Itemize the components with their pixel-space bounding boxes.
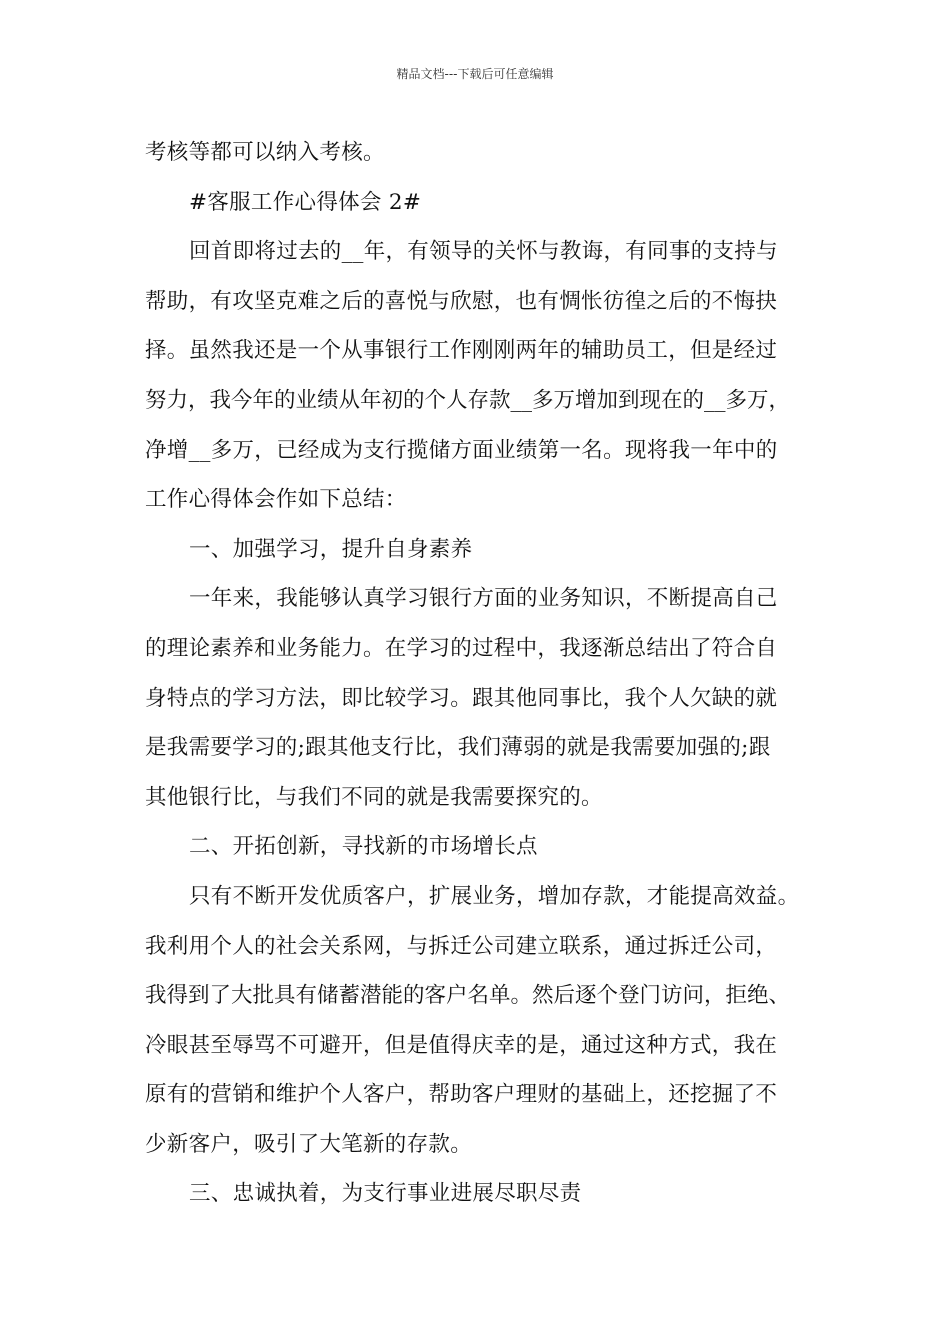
text-line: 我得到了大批具有储蓄潜能的客户名单。然后逐个登门访问，拒绝、 <box>145 983 791 1009</box>
text-line: 少新客户，吸引了大笔新的存款。 <box>145 1131 473 1157</box>
text-line: 净增__多万，已经成为支行揽储方面业绩第一名。现将我一年中的 <box>145 437 778 463</box>
text-line: 努力，我今年的业绩从年初的个人存款__多万增加到现在的__多万， <box>145 387 791 413</box>
text-line: 是我需要学习的;跟其他支行比，我们薄弱的就是我需要加强的;跟 <box>145 735 771 761</box>
text-line: 择。虽然我还是一个从事银行工作刚刚两年的辅助员工，但是经过 <box>145 338 778 364</box>
text-line: 工作心得体会作如下总结： <box>145 487 407 513</box>
document-body <box>145 128 835 1219</box>
text-line: 帮助，有攻坚克难之后的喜悦与欣慰，也有惆怅彷徨之后的不悔抉 <box>145 288 778 314</box>
section-title: #客服工作心得体会 2# <box>189 189 422 215</box>
section-heading: 二、开拓创新，寻找新的市场增长点 <box>189 834 538 860</box>
text-line: 只有不断开发优质客户，扩展业务，增加存款，才能提高效益。 <box>189 883 800 909</box>
text-line: 原有的营销和维护个人客户，帮助客户理财的基础上，还挖掘了不 <box>145 1082 778 1108</box>
text-line: 我利用个人的社会关系网，与拆迁公司建立联系，通过拆迁公司， <box>145 933 778 959</box>
text-line: 其他银行比，与我们不同的就是我需要探究的。 <box>145 784 603 810</box>
text-line: 身特点的学习方法，即比较学习。跟其他同事比，我个人欠缺的就 <box>145 685 778 711</box>
page-header: 精品文档---下载后可任意编辑 <box>396 67 554 81</box>
text-line: 的理论素养和业务能力。在学习的过程中，我逐渐总结出了符合自 <box>145 635 778 661</box>
text-line: 考核等都可以纳入考核。 <box>145 140 385 165</box>
text-line: 一年来，我能够认真学习银行方面的业务知识，不断提高自己 <box>189 586 778 612</box>
section-heading: 一、加强学习，提升自身素养 <box>189 536 473 562</box>
text-line: 回首即将过去的__年，有领导的关怀与教诲，有同事的支持与 <box>189 239 778 265</box>
section-heading: 三、忠诚执着，为支行事业进展尽职尽责 <box>189 1181 582 1207</box>
text-line: 冷眼甚至辱骂不可避开，但是值得庆幸的是，通过这种方式，我在 <box>145 1032 778 1058</box>
